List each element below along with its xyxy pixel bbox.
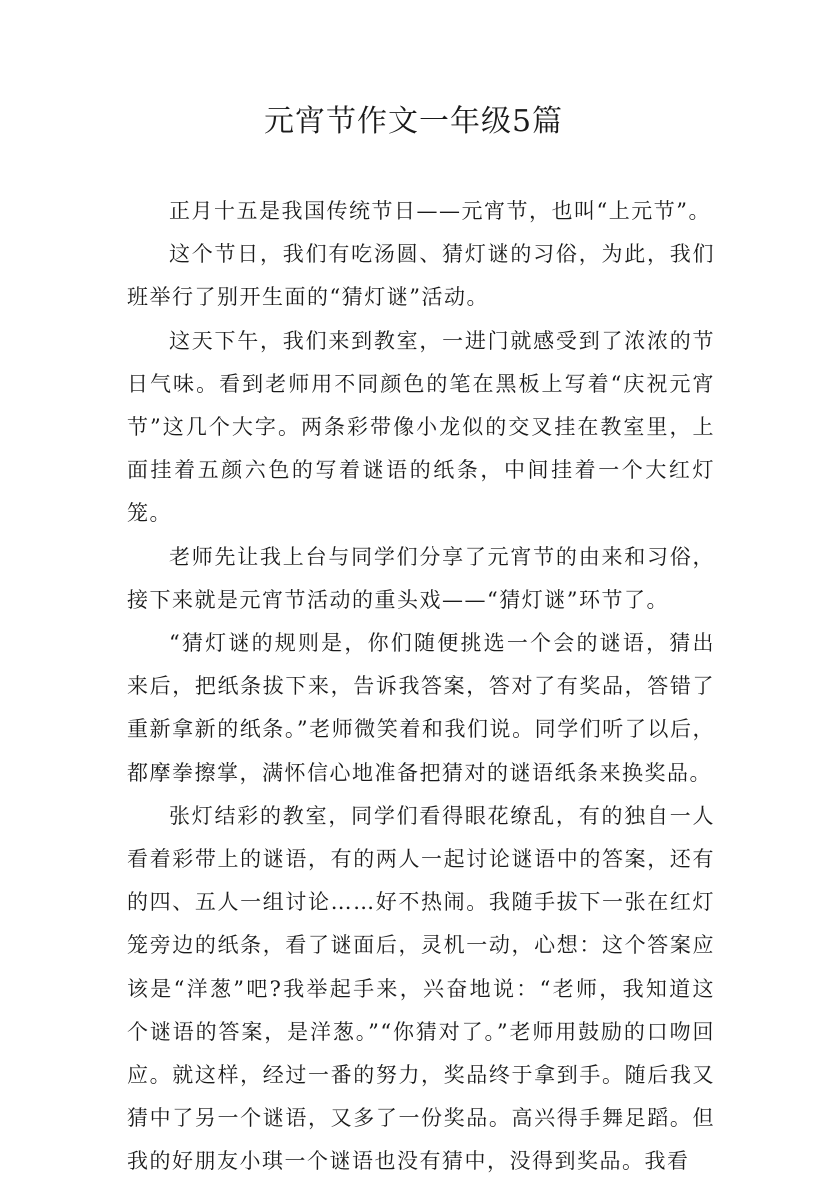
paragraph-6: 张灯结彩的教室，同学们看得眼花缭乱，有的独自一人看着彩带上的谜语，有的两人一起讨论谜语中的答案，还有的四、五人一组讨论……好不热闹。我随手拔下一张在红灯笼旁边的纸条，看了谜面后，灵机一动，心想：这个答案应该是“洋葱”吧?我举起手来，兴奋地说：“老师，我知道这个谜语的答案，是洋葱。”“你猜对了。”老师用鼓励的口吻回应。就这样，经过一番的努力，奖品终于拿到手。随后我又猜中了另一个谜语，又多了一份奖品。高兴得手舞足蹈。但我的好朋友小琪一个谜语也没有猜中，没得到奖品。我看 bbox=[127, 803, 715, 1174]
paragraph-5: “猜灯谜的规则是，你们随便挑选一个会的谜语，猜出来后，把纸条拔下来，告诉我答案，答对了有奖品，答错了重新拿新的纸条。”老师微笑着和我们说。同学们听了以后，都摩拳擦掌，满怀信心地准备把猜对的谜语纸条来换奖品。 bbox=[127, 631, 715, 785]
document-title: 元宵节作文一年级5篇 bbox=[263, 104, 564, 139]
paragraph-3: 这天下午，我们来到教室，一进门就感受到了浓浓的节日气味。看到老师用不同颜色的笔在黑板上写着“庆祝元宵节”这几个大字。两条彩带像小龙似的交叉挂在教室里，上面挂着五颜六色的写着谜语的纸条，中间挂着一个大红灯笼。 bbox=[127, 328, 715, 526]
paragraph-2: 这个节日，我们有吃汤圆、猜灯谜的习俗，为此，我们班举行了别开生面的“猜灯谜”活动。 bbox=[127, 242, 715, 310]
document-body bbox=[127, 190, 715, 1184]
paragraph-1: 正月十五是我国传统节日——元宵节，也叫“上元节”。 bbox=[169, 199, 711, 223]
paragraph-4: 老师先让我上台与同学们分享了元宵节的由来和习俗，接下来就是元宵节活动的重头戏——“猜灯谜”环节了。 bbox=[127, 544, 715, 612]
